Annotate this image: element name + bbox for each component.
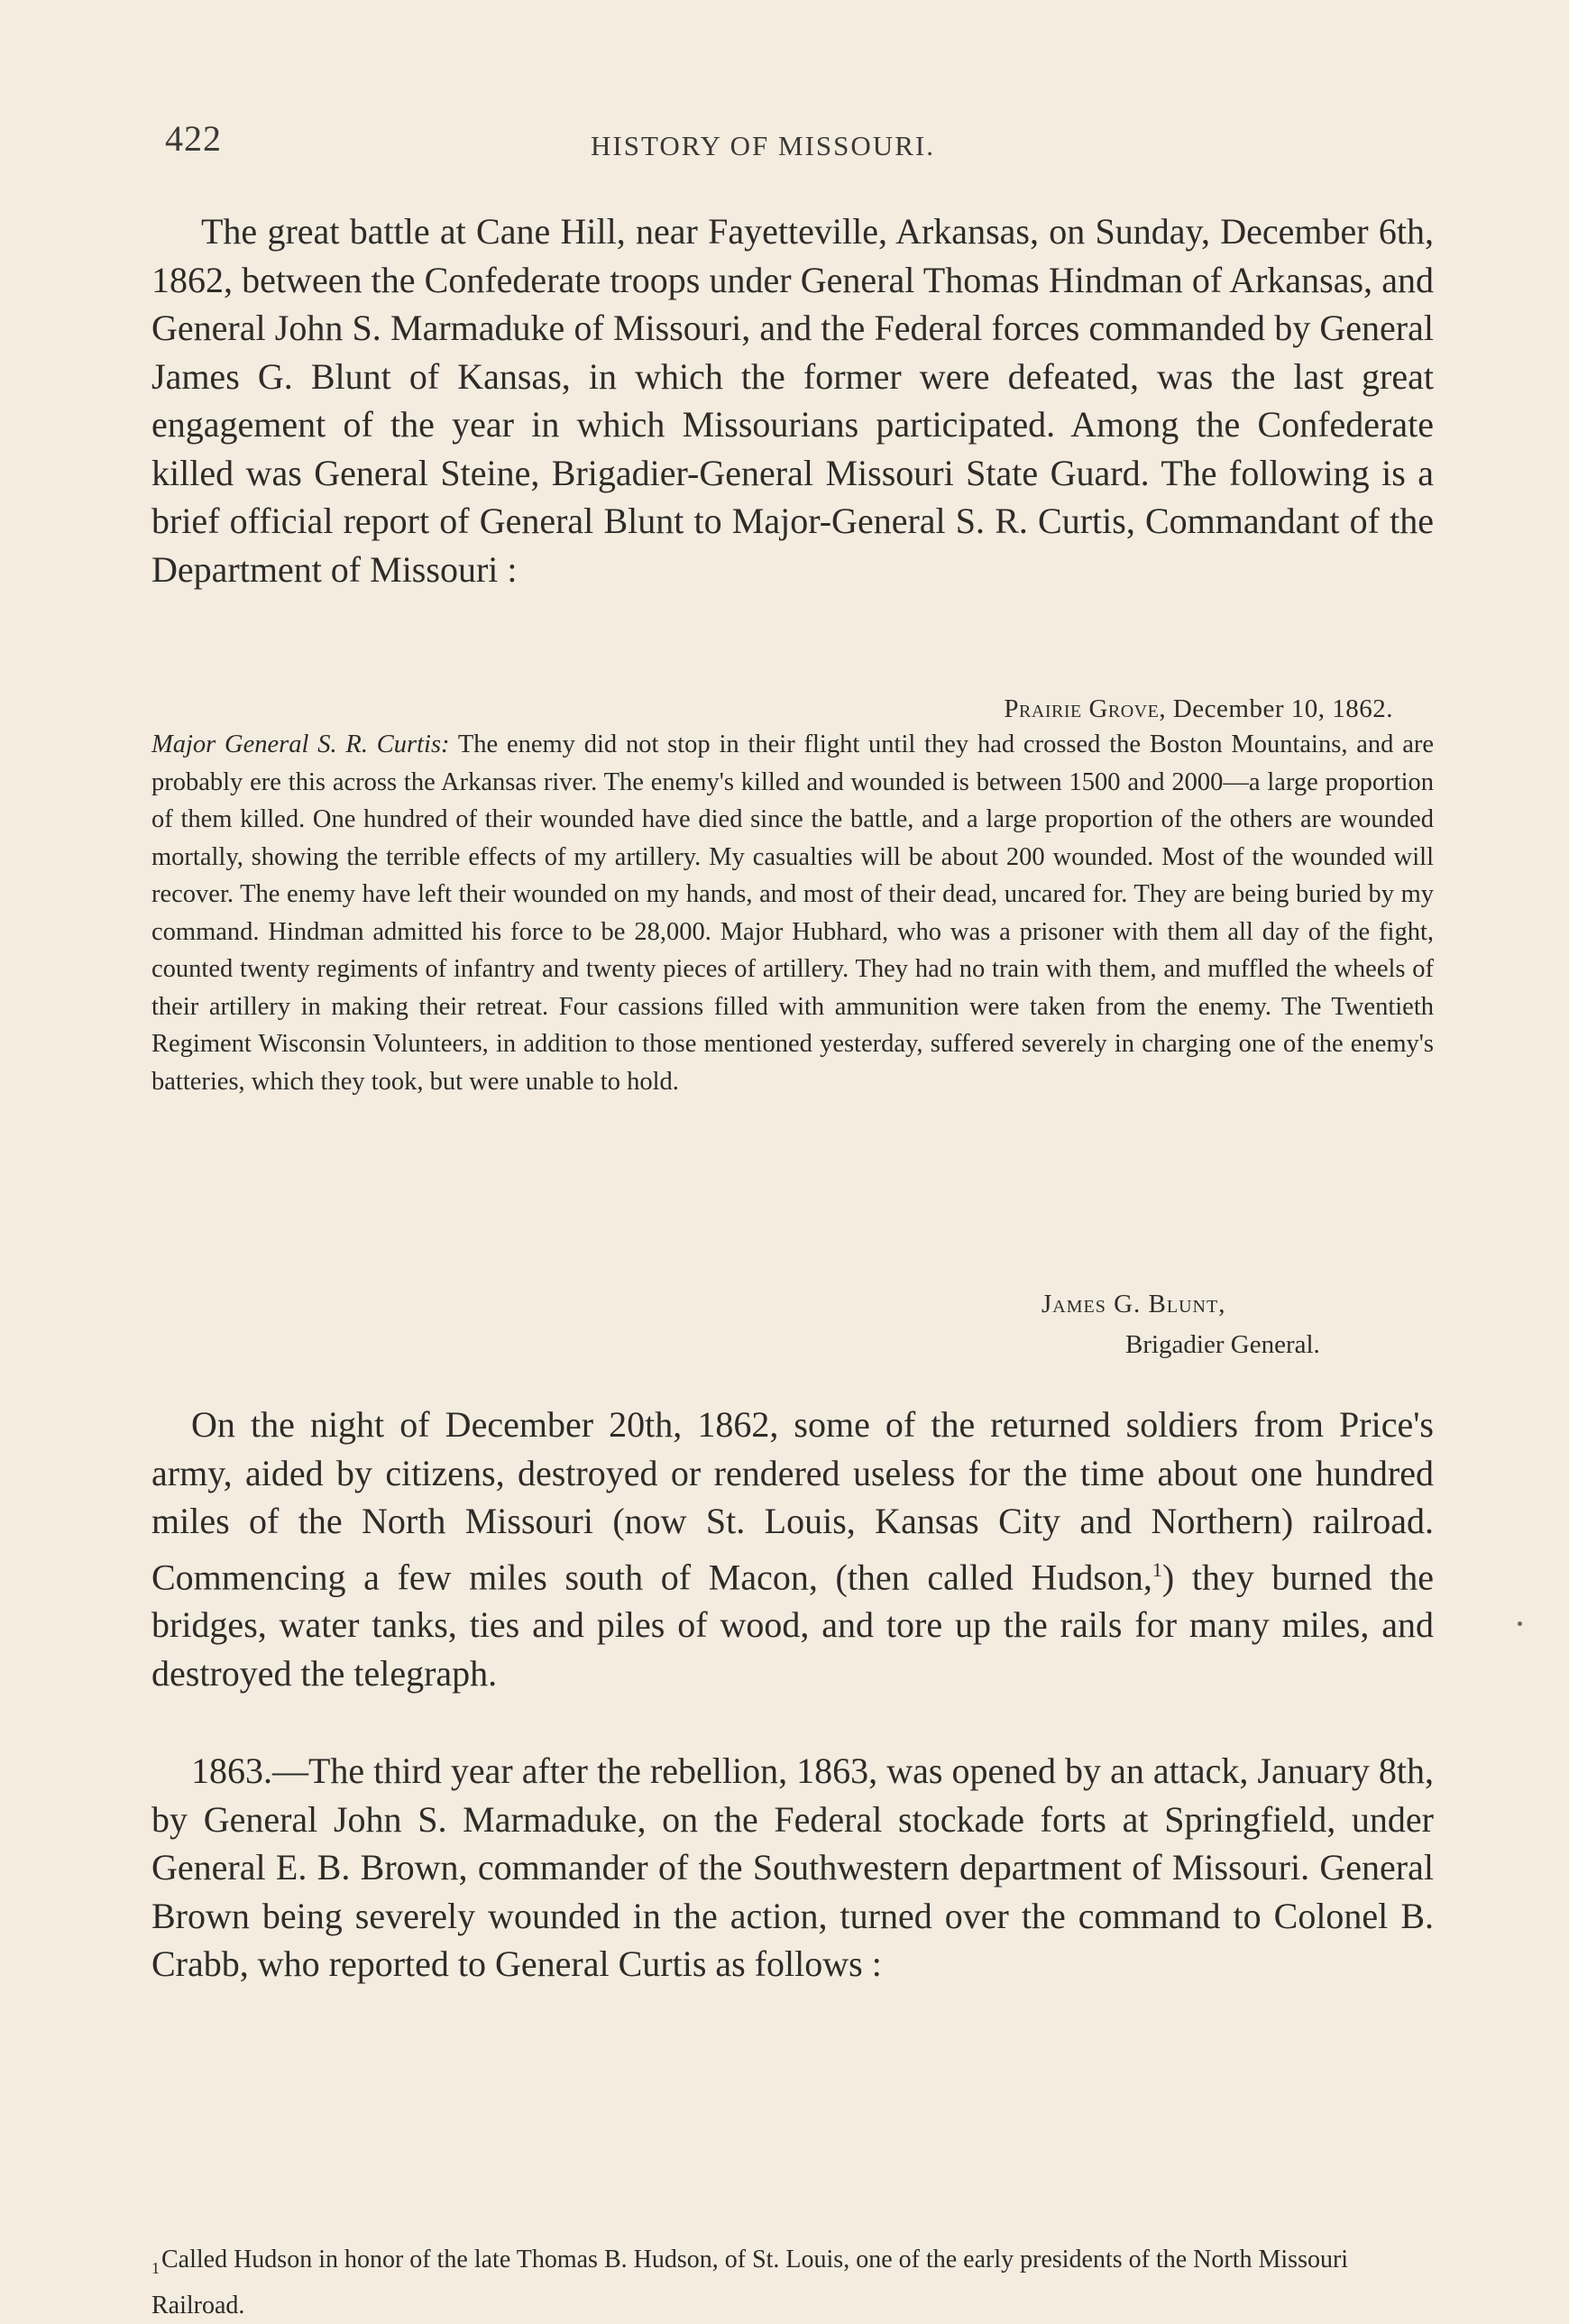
report-signature-title: Brigadier General.	[1125, 1330, 1320, 1359]
footnote	[151, 2241, 1434, 2324]
railroad-text-after: ) they burned the bridges, water tanks, ties and piles of wood, and tore up the rails for many miles, and destroyed the telegraph.	[151, 1556, 1434, 1694]
report-signature-name: James G. Blunt,	[1041, 1290, 1226, 1318]
report-body	[151, 726, 1434, 1100]
footnote-reference: 1	[1152, 1557, 1162, 1581]
report-dateline	[1004, 694, 1393, 724]
running-title: HISTORY OF MISSOURI.	[591, 130, 935, 161]
report-text: The enemy did not stop in their flight until they had crossed the Boston Mountains, and are probably ere this across the Arkansas river. The enemy's killed and wounded is between 1500 and 2000—a large proportion of them killed. One hundred of their wounded have died since the battle, and a large proportion of the others are wounded mortally, showing the terrible effects of my artillery. My casualties will be about 200 wounded. Most of the wounded will recover. The enemy have left their wounded on my hands, and most of their dead, uncared for. They are being buried by my command. Hindman admitted his force to be 28,000. Major Hubhard, who was a prisoner with them all day of the fight, counted twenty regiments of infantry and twenty pieces of artillery. They had no train with them, and muffled the wheels of their artillery in making their retreat. Four cassions filled with ammunition were taken from the enemy. The Twentieth Regiment Wisconsin Volunteers, in addition to those mentioned yesterday, suffered severely in charging one of the enemy's batteries, which they took, but were unable to hold.	[151, 730, 1434, 1096]
footnote-text: Called Hudson in honor of the late Thomas B. Hudson, of St. Louis, one of the early presidents of the North Missouri Railroad.	[151, 2246, 1349, 2319]
page-header	[0, 117, 1569, 171]
report-dateline-place: Prairie Grove	[1004, 694, 1160, 723]
paragraph-cane-hill: The great battle at Cane Hill, near Fayetteville, Arkansas, on Sunday, December 6th, 1862, between the Confederate troops under General Thomas Hindman of Arkansas, and General John S. Marmaduke of Missouri, and the Federal forces commanded by General James G. Blunt of Kansas, in which the former were defeated, was the last great engagement of the year in which Missourians participated. Among the Confederate killed was General Steine, Brigadier-General Missouri State Guard. The following is a brief official report of General Blunt to Major-General S. R. Curtis, Commandant of the Department of Missouri :	[151, 211, 1434, 590]
footnote-marker: 1	[151, 2258, 160, 2277]
page-number: 422	[165, 118, 222, 159]
railroad-text-before: On the night of December 20th, 1862, some of the returned soldiers from Price's army, aided by citizens, destroyed or rendered useless for the time about one hundred miles of the North Missouri (now St. Louis, Kansas City and Northern) railroad. Commencing a few miles south of Macon, (then called Hudson,	[151, 1404, 1434, 1597]
report-addressee: Major General S. R. Curtis:	[151, 730, 450, 758]
report-dateline-date: , December 10, 1862.	[1159, 694, 1393, 723]
paragraph-railroad	[151, 1401, 1434, 1697]
paper-blemish	[1518, 1621, 1522, 1626]
paragraph-1863: 1863.—The third year after the rebellion, 1863, was opened by an attack, January 8th, by General John S. Marmaduke, on the Federal stockade forts at Springfield, under General E. B. Brown, commander of the Southwestern department of Missouri. General Brown being severely wounded in the action, turned over the command to Colonel B. Crabb, who reported to General Curtis as follows :	[151, 1750, 1434, 1984]
